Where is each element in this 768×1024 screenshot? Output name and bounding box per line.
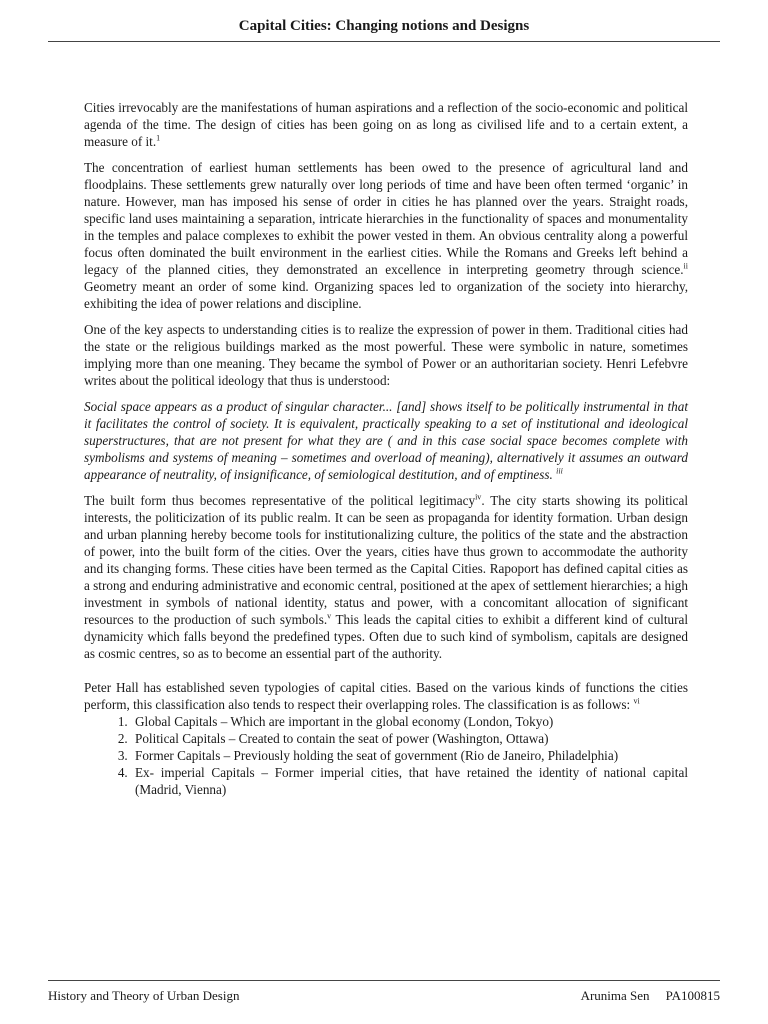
paragraph-5: Peter Hall has established seven typologies of capital cities. Based on the various kinds of functions the cities perform, this classification also tends to respect their overlapping roles. The classification is as follows: $^{vi}$	[84, 680, 688, 712]
page-footer	[48, 980, 720, 1004]
paragraph-4: The built form thus becomes representative of the political legitimacy$^{iv}$. The city starts showing its political interests, the politicization of its public realm. It can be seen as propaganda for identity formation. Urban design and urban planning hereby become tools for institutionalizing culture, the politics of the state and the abstraction of power, into the built form of the cities. Over the years, cities have thus grown to accommodate the authority and its changing forms. These cities have been termed as the Capital Cities. Rapoport has defined capital cities as a strong and enduring administrative and economic central, positioned at the apex of settlement hierarchies; a high investment in symbols of national identity, status and power, with a concomitant allocation of significant resources to the production of such symbols.$^v$ This leads the capital cities to exhibit a different kind of cultural dynamicity which falls beyond the predefined types. Often due to such kind of symbolism, capitals are designed as cosmic centres, so as to become an essential part of the authority.	[84, 492, 688, 661]
footnote-ref: vi	[633, 696, 640, 706]
list-item: 4. Ex- imperial Capitals – Former imperial cities, that have retained the identity of national capital (Madrid, Vienna)	[131, 764, 688, 798]
page-header	[48, 18, 720, 42]
list-item: 1. Global Capitals – Which are important in the global economy (London, Tokyo)	[131, 713, 688, 730]
capital-typology-list	[84, 713, 688, 798]
footnote-ref: iii	[556, 466, 563, 476]
footer-author: Arunima Sen	[580, 988, 650, 1003]
list-item: 2. Political Capitals – Created to contain the seat of power (Washington, Ottawa)	[131, 730, 688, 747]
list-item: 3. Former Capitals – Previously holding the seat of government (Rio de Janeiro, Philadelphia)	[131, 747, 688, 764]
footnote-ref: 1	[156, 133, 161, 143]
paragraph-2: The concentration of earliest human settlements has been owed to the presence of agricultural land and floodplains. These settlements grew naturally over long periods of time and have been often termed ‘organic’ in nature. However, man has imposed his sense of order in cities he has planned over the years. Straight roads, specific land uses maintaining a separation, intricate hierarchies in the functionality of spaces and monumentality in the temples and palace complexes to exhibit the power vested in them. An obvious centrality along a powerful focus often dominated the built environment in the earliest cities. While the Romans and Greeks left behind a legacy of the planned cities, they demonstrated an excellence in interpreting geometry through science.$^{ii}$ Geometry meant an order of some kind. Organizing spaces led to organization of the society into hierarchy, exhibiting the idea of power relations and discipline.	[84, 160, 688, 311]
footnote-ref: v	[327, 611, 332, 621]
paragraph-1: Cities irrevocably are the manifestations of human aspirations and a reflection of the socio-economic and political agenda of the time. The design of cities has been going on as long as civilised life and to a certain extent, a measure of it.$^1$	[84, 100, 688, 149]
footer-author-block	[581, 988, 720, 1004]
footer-student-id: PA100815	[665, 988, 720, 1003]
document-body	[84, 99, 688, 798]
footnote-ref: iv	[475, 492, 482, 502]
footnote-ref: ii	[683, 261, 688, 271]
paragraph-3: One of the key aspects to understanding cities is to realize the expression of power in them. Traditional cities had the state or the religious buildings marked as the most powerful. These were symbolic in nature, sometimes implying more than one meaning. They became the symbol of Power or an authoritarian society. Henri Lefebvre writes about the political ideology that thus is understood:	[84, 322, 688, 388]
footer-course: History and Theory of Urban Design	[48, 988, 240, 1003]
document-title: Capital Cities: Changing notions and Designs	[238, 18, 530, 34]
lefebvre-quote: Social space appears as a product of singular character... [and] shows itself to be politically instrumental in that it facilitates the control of society. It is equivalent, practically speaking to a set of institutional and ideological superstructures, that are not present for what they are ( and in this case social space becomes complete with symbolisms and systems of meaning – sometimes and overload of meaning), alternatively it assumes an outward appearance of neutrality, of insignificance, of semiological destitution, and of emptiness. $^{iii}$	[84, 399, 688, 482]
